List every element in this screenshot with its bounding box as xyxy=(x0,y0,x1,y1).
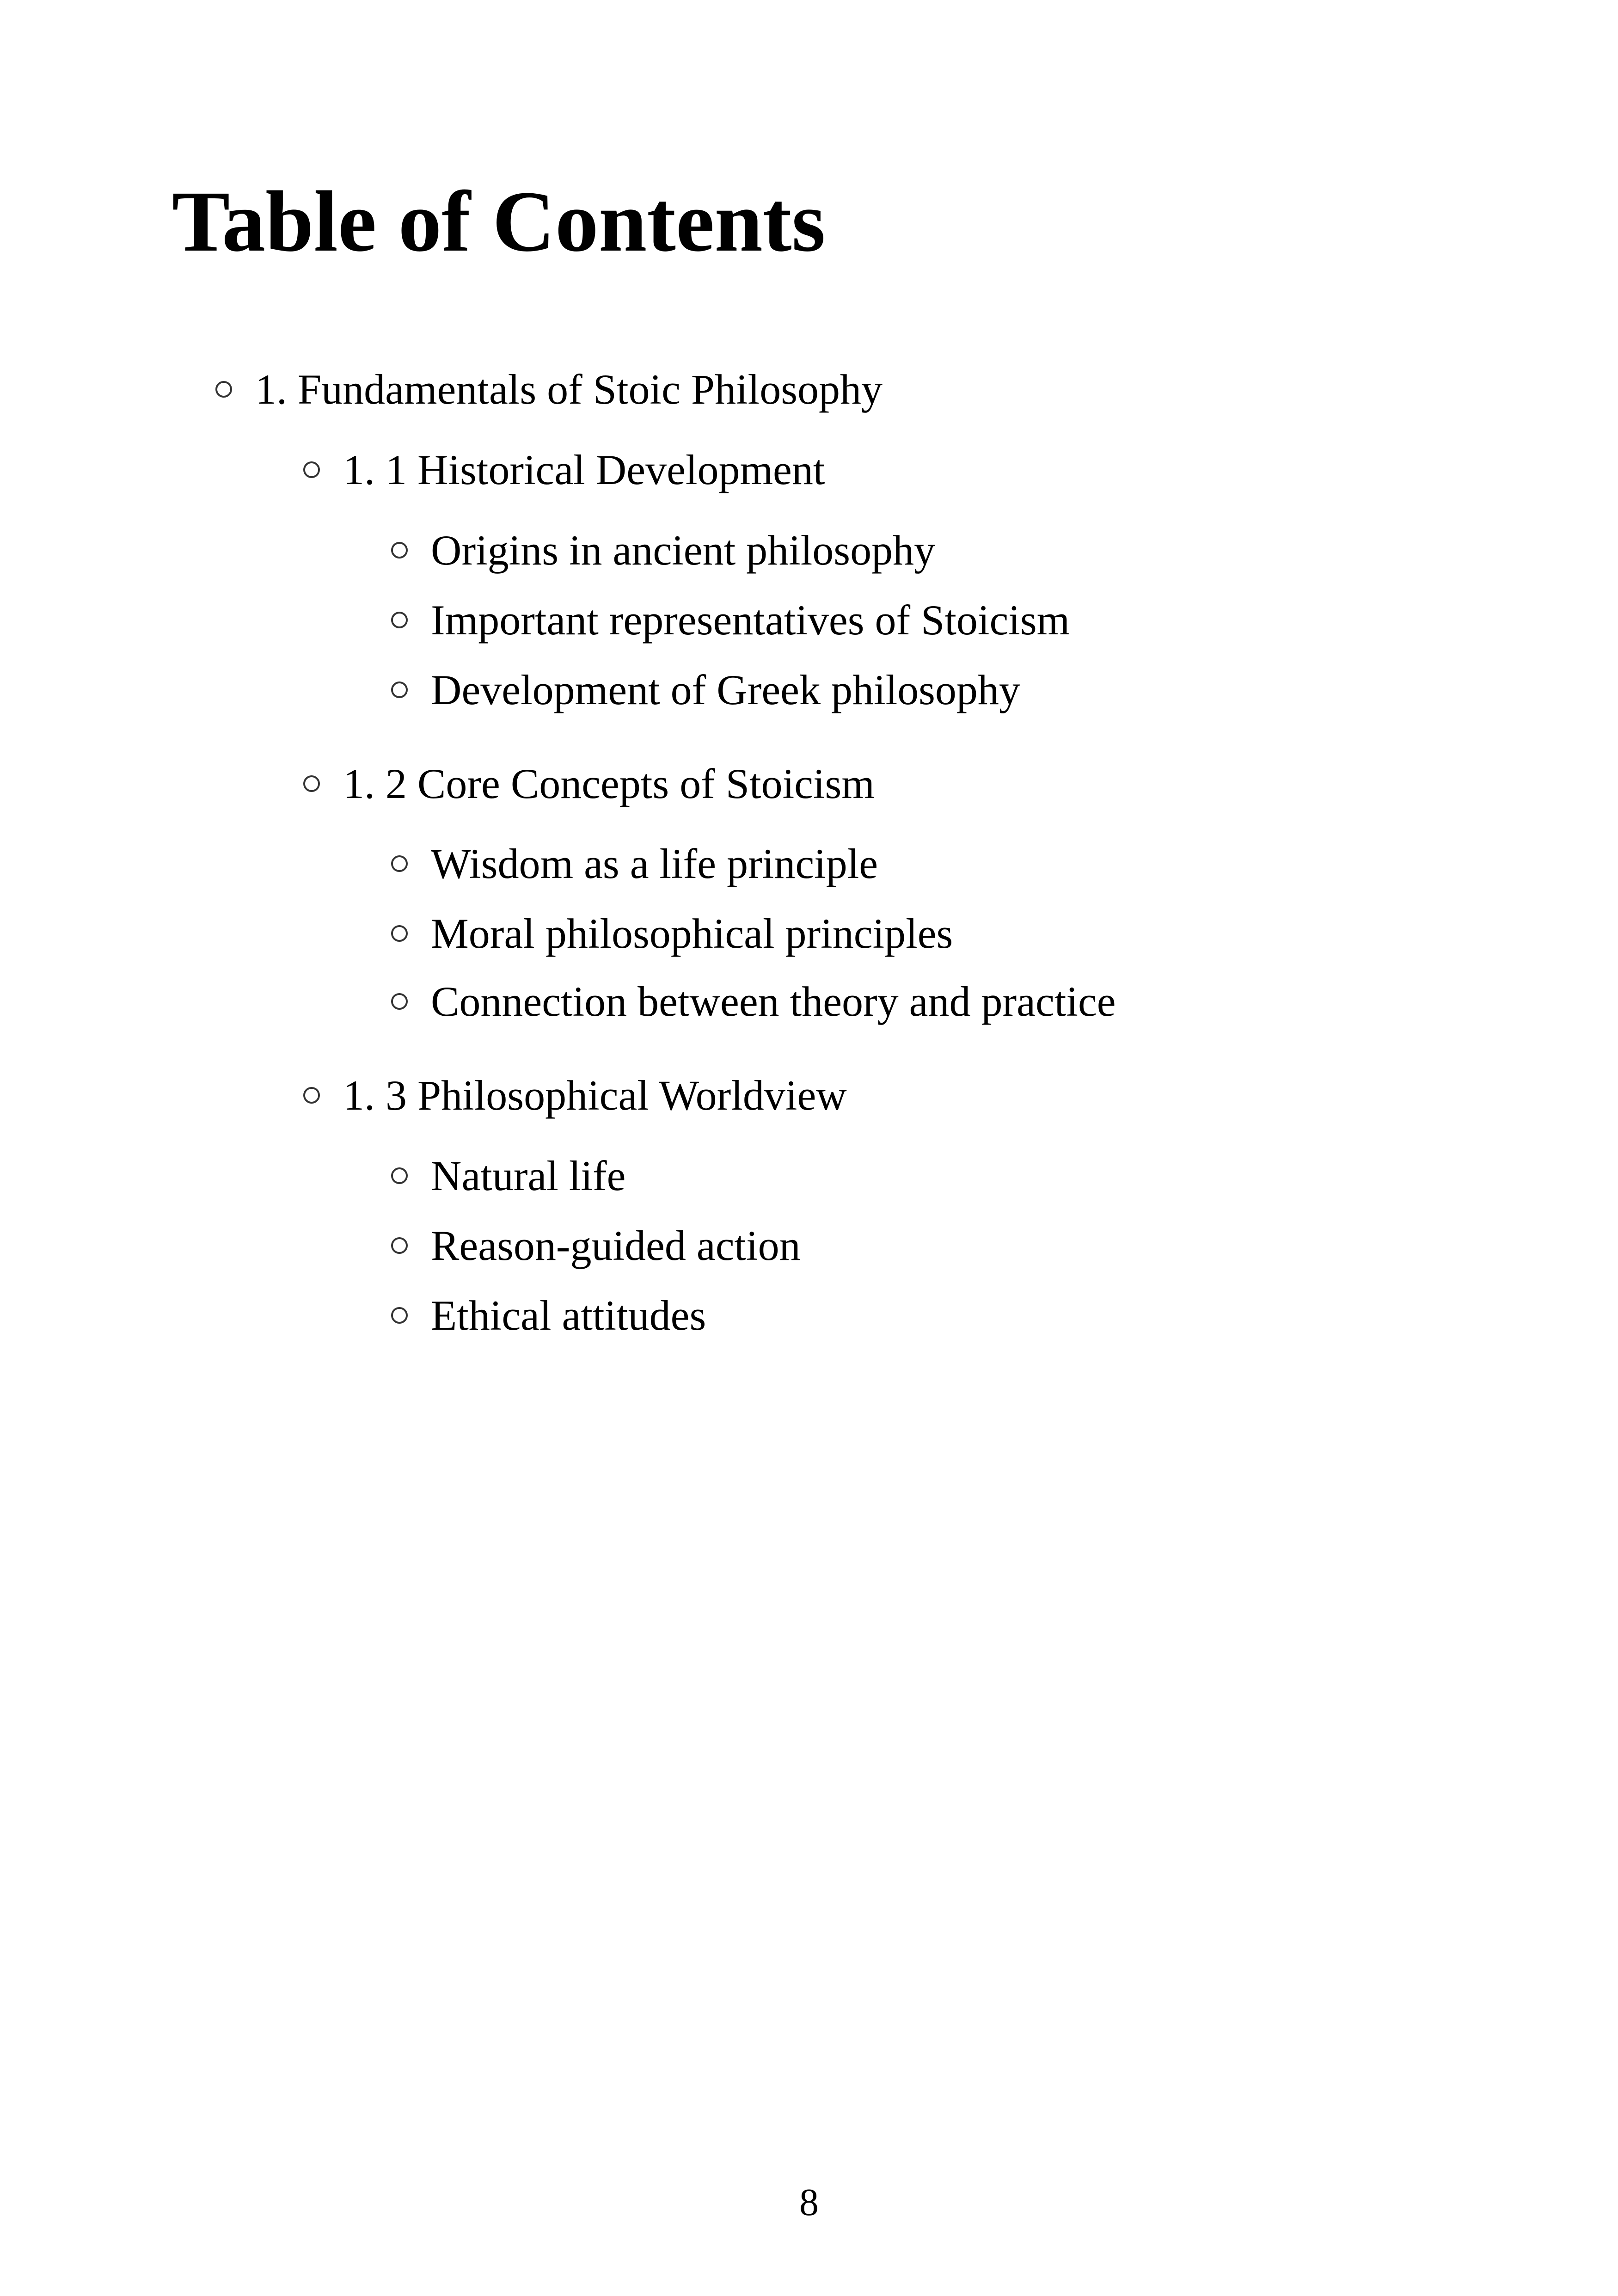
toc-item[interactable] xyxy=(391,1218,801,1273)
circle-bullet-icon xyxy=(391,1237,408,1254)
toc-item-label: Important representatives of Stoicism xyxy=(431,596,1070,644)
toc-item-label: Origins in ancient philosophy xyxy=(431,527,936,574)
toc-item-label: Moral philosophical principles xyxy=(431,910,953,957)
circle-bullet-icon xyxy=(303,461,320,478)
circle-bullet-icon xyxy=(391,542,408,559)
circle-bullet-icon xyxy=(303,1087,320,1104)
toc-item[interactable] xyxy=(391,592,1070,648)
page-number: 8 xyxy=(799,2181,819,2224)
circle-bullet-icon xyxy=(391,681,408,698)
toc-section[interactable] xyxy=(215,362,883,417)
toc-item-label: Wisdom as a life principle xyxy=(431,840,878,887)
toc-subsection[interactable] xyxy=(303,442,825,497)
toc-item-label: Natural life xyxy=(431,1152,626,1199)
toc-subsection-label: 1. 3 Philosophical Worldview xyxy=(343,1072,847,1119)
toc-item[interactable] xyxy=(391,662,1020,718)
circle-bullet-icon xyxy=(391,612,408,628)
toc-item[interactable] xyxy=(391,1148,625,1203)
circle-bullet-icon xyxy=(215,381,232,398)
circle-bullet-icon xyxy=(303,775,320,792)
toc-item[interactable] xyxy=(391,906,953,961)
toc-item[interactable] xyxy=(391,1288,706,1343)
circle-bullet-icon xyxy=(391,1167,408,1184)
toc-item-label: Connection between theory and practice xyxy=(431,978,1116,1025)
circle-bullet-icon xyxy=(391,925,408,942)
toc-item-label: Reason-guided action xyxy=(431,1222,801,1269)
circle-bullet-icon xyxy=(391,855,408,872)
toc-subsection-label: 1. 2 Core Concepts of Stoicism xyxy=(343,760,875,807)
circle-bullet-icon xyxy=(391,1307,408,1324)
toc-subsection[interactable] xyxy=(303,1068,847,1123)
circle-bullet-icon xyxy=(391,993,408,1010)
toc-item-label: Ethical attitudes xyxy=(431,1292,706,1339)
toc-item[interactable] xyxy=(391,522,935,578)
toc-item[interactable] xyxy=(391,974,1116,1029)
toc-subsection-label: 1. 1 Historical Development xyxy=(343,446,825,493)
toc-section-label: 1. Fundamentals of Stoic Philosophy xyxy=(255,366,883,413)
toc-subsection[interactable] xyxy=(303,756,875,811)
toc-item-label: Development of Greek philosophy xyxy=(431,666,1020,713)
toc-item[interactable] xyxy=(391,836,878,891)
page-title: Table of Contents xyxy=(172,173,826,270)
